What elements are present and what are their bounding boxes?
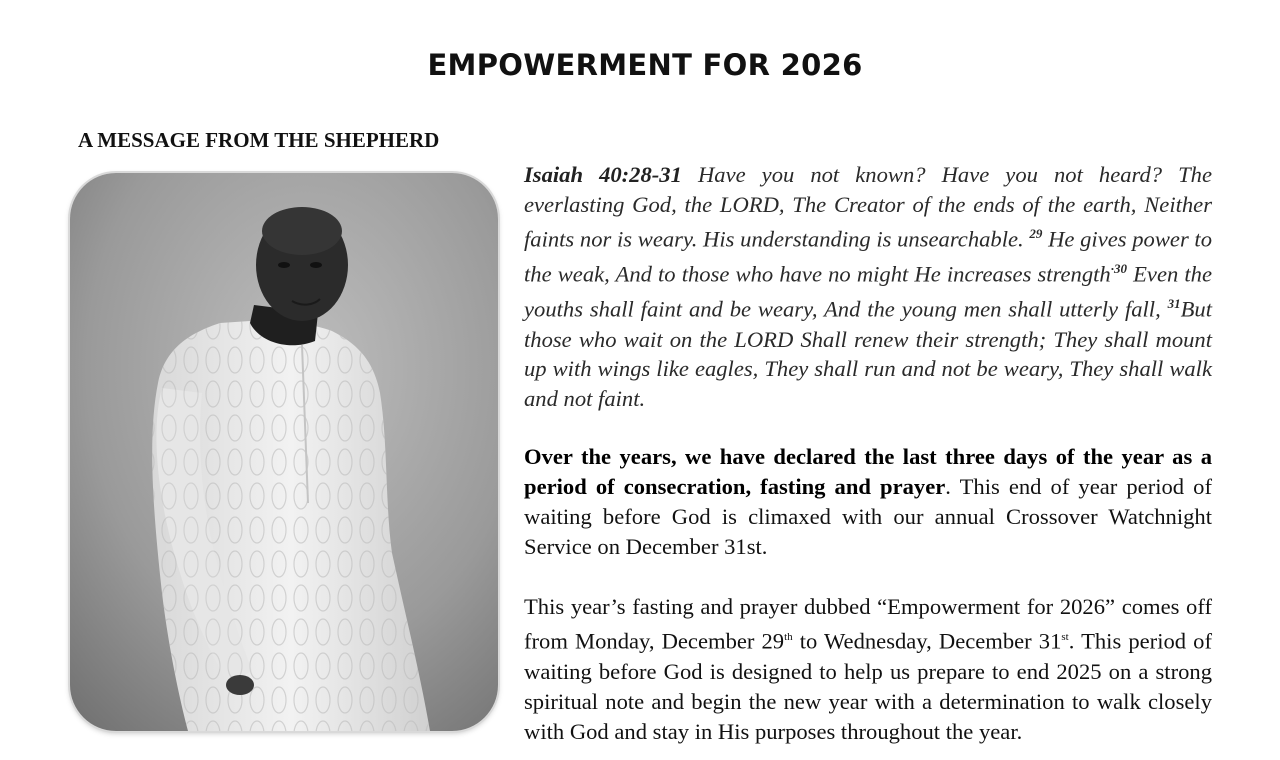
scripture-passage: Isaiah 40:28-31 Have you not known? Have you not heard? The everlasting God, the LORD, The Creator of the ends of the earth, Neither faints nor is weary. His understanding is unsearchable. $^{29}$ He gives power to the weak, And to those who have no might He increases strength$^{\cdot 30}$ Even the youths shall faint and be weary, And the young men shall utterly fall, $^{31}$But those who wait on the LORD Shall renew their strength; They shall mount up with wings like eagles, They shall run and not be weary, They shall walk and not faint. [524, 162, 1212, 411]
paragraph-consecration [524, 442, 1212, 562]
scripture-reference: Isaiah 40:28-31 [524, 162, 682, 187]
verse-number-30: 30 [1113, 261, 1127, 277]
verse-number-31: 31 [1167, 296, 1181, 312]
portrait-image [70, 173, 498, 731]
verse-28: Have you not known? Have you not heard? The everlasting God, the LORD, The Creator of the ends of the earth, Neither faints nor is weary. His understanding is unsearchable. [524, 162, 1212, 252]
verse-29: He gives power to the weak, And to those who have no might He increases strength [524, 226, 1212, 287]
section-heading: A MESSAGE FROM THE SHEPHERD [78, 128, 440, 152]
message-text-column [524, 160, 1212, 747]
paragraph-fasting-dates [524, 592, 1212, 747]
verse-30: Even the youths shall faint and be weary, And the young men shall utterly fall, [524, 261, 1212, 322]
verse-31: But those who wait on the LORD Shall renew their strength; They shall mount up with wings like eagles, They shall run and not be weary, They shall walk and not faint. [524, 296, 1212, 411]
paragraph-text-a: This year’s fasting and prayer dubbed “Empowerment for 2026” comes off from Monday, December 29 [524, 594, 1212, 654]
verse-number-29: 29 [1029, 226, 1043, 242]
ordinal-suffix-th: th [784, 631, 793, 644]
shepherd-portrait-photo [70, 173, 498, 731]
paragraph-text-b: to Wednesday, December 31 [792, 628, 1062, 654]
paragraph-bold-lead: Over the years, we have declared the last three days of the year as a period of consecration, fasting and prayer [524, 444, 1212, 500]
page-title: EMPOWERMENT FOR 2026 [427, 48, 863, 82]
paragraph-text-c: . This period of waiting before God is designed to help us prepare to end 2025 on a strong spiritual note and begin the new year with a determination to walk closely with God and stay in His purposes throughout the year. [524, 628, 1212, 744]
ordinal-suffix-st: st [1061, 631, 1069, 644]
paragraph-continuation: . This end of year period of waiting before God is climaxed with our annual Crossover Watchnight Service on December 31st. [524, 474, 1212, 560]
